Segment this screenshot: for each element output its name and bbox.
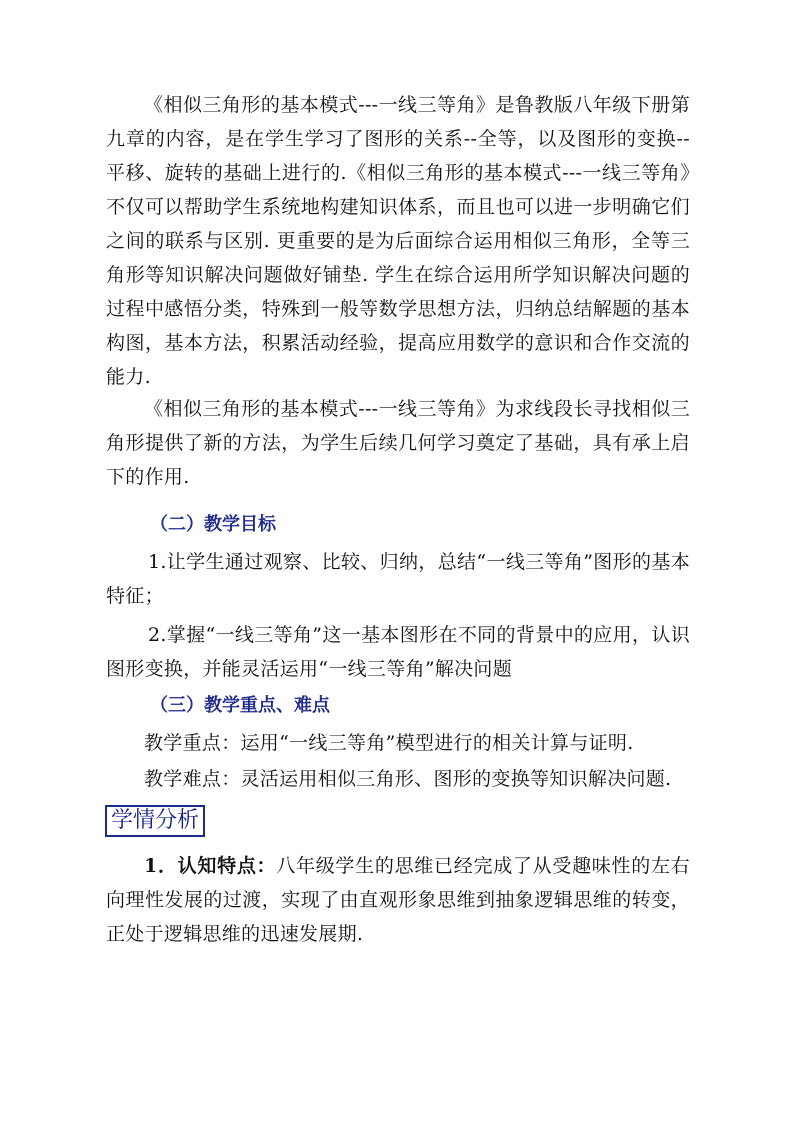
intro-paragraph-1: 《相似三角形的基本模式---一线三等角》是鲁教版八年级下册第九章的内容，是在学生学习了图形的关系--全等，以及图形的变换--平移、旋转的基础上进行的.《相似三角形的基本模式---一线三等角》不仅可以帮助学生系统地构建知识体系，而且也可以进一步明确它们之间的联系与区别. 更重要的是为后面综合运用相似三角形，全等三角形等知识解决问题做好铺垫. 学生在综合运用所学知识解决问题的过程中感悟分类，特殊到一般等数学思想方法，归纳总结解题的基本构图，基本方法，积累活动经验，提高应用数学的意识和合作交流的能力. xyxy=(106,94,690,388)
section-title-student-analysis: 学情分析 xyxy=(105,805,205,837)
key-point-text: 教学重点：运用“一线三等角”模型进行的相关计算与证明. xyxy=(144,732,634,754)
analysis-text: 八年级学生的思维已经完成了从受趣味性的左右向理性发展的过渡，实现了由直观形象思维到抽象逻辑思维的转变，正处于逻辑思维的迅速发展期. xyxy=(106,855,690,945)
analysis-label: 1．认知特点： xyxy=(144,855,277,877)
intro-paragraph-2: 《相似三角形的基本模式---一线三等角》为求线段长寻找相似三角形提供了新的方法，为学生后续几何学习奠定了基础，具有承上启下的作用. xyxy=(106,398,690,488)
key-points-heading: （三）教学重点、难点 xyxy=(150,695,330,716)
goals-heading: （二）教学目标 xyxy=(150,514,276,535)
goal-item-2: 2.掌握“一线三等角”这一基本图形在不同的背景中的应用，认识图形变换，并能灵活运用“一线三等角”解决问题 xyxy=(106,624,690,680)
analysis-paragraph xyxy=(106,849,690,951)
difficult-point-text: 教学难点：灵活运用相似三角形、图形的变换等知识解决问题. xyxy=(144,768,672,790)
goal-item-1: 1.让学生通过观察、比较、归纳，总结“一线三等角”图形的基本特征； xyxy=(106,551,690,607)
